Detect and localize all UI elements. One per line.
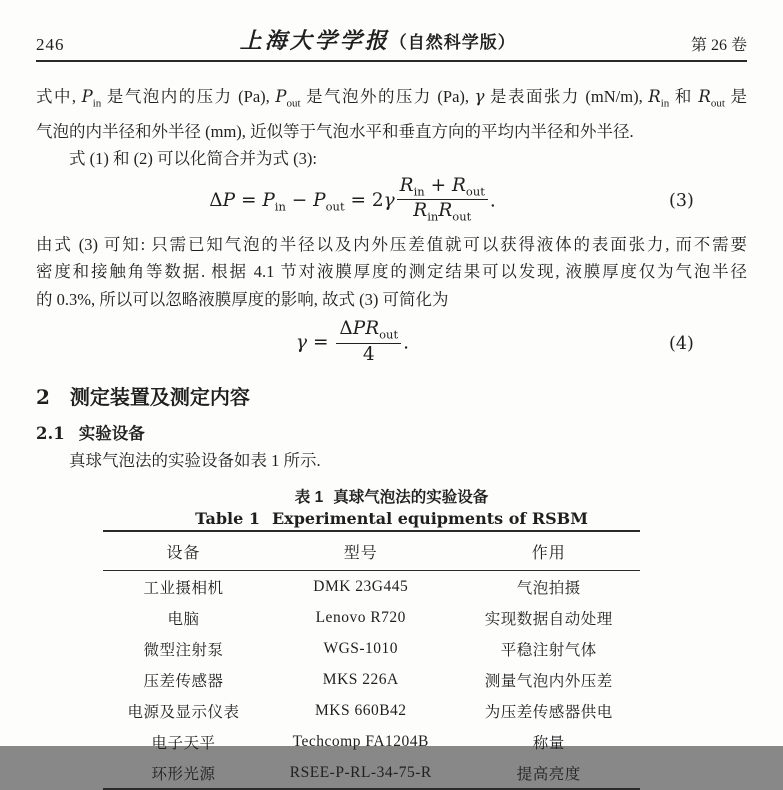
subsection-title: 实验设备 [78,424,145,443]
table-row [103,726,640,757]
section-2-1-text: 真球气泡法的实验设备如表 1 所示. [69,450,321,470]
cell-device: 微型注射泵 [143,641,224,659]
paragraph-symbols-definition [36,83,747,173]
equation-4-lhs: γ = [296,332,329,354]
cell-function: 气泡拍摄 [516,579,581,597]
equation-4 [36,317,747,369]
column-header-model: 型号 [264,531,457,571]
equation-3-body [36,174,669,228]
cell-device: 压差传感器 [143,672,224,690]
table-caption-zh-title: 真球气泡法的实验设备 [333,489,489,507]
cell-function: 平稳注射气体 [500,641,597,659]
fraction-denominator: $R_{in}R_{out}$ [397,199,488,224]
table-caption-en [36,508,747,530]
equation-4-period: . [403,333,409,355]
journal-edition: （自然科学版） [389,33,516,52]
table-row [103,664,640,695]
volume-label: 第 26 卷 [690,37,747,54]
cell-device: 电子天平 [151,734,216,752]
table-row [103,571,640,603]
table-caption-en-label: Table 1 [195,509,260,529]
table-row [103,757,640,789]
paragraph-line: 密度和接触角等数据. 根据 4.1 节对液膜厚度的测定结果可以发现, 液膜厚度仅为气泡半径 [36,262,747,282]
table-header-row [103,531,640,571]
equation-3-period: . [489,190,496,212]
paragraph-line: 式 (1) 和 (2) 可以化简合并为式 (3): [69,149,317,169]
equation-3-lhs: $\Delta P = P_{in} - P_{out} = 2\gamma$ [209,189,395,214]
section-2-1-heading [36,423,747,445]
table-row [103,602,640,633]
table-row [103,695,640,726]
page-number: 246 [36,35,65,54]
fraction-numerator: $\Delta PR_{out}$ [339,318,399,343]
equipment-table [103,530,640,790]
paragraph-line: 由式 (3) 可知: 只需已知气泡的半径以及内外压差值就可以获得液体的表面张力, 而不需要 [36,234,747,254]
fraction-denominator: 4 [336,343,401,366]
table-caption-en-title: Experimental equipments of RSBM [271,509,588,529]
equation-4-number: (4) [669,333,694,354]
cell-device: 工业摄相机 [143,579,224,597]
paragraph-line: 的 0.3%, 所以可以忽略液膜厚度的影响, 故式 (3) 可简化为 [36,289,449,309]
cell-model: Techcomp FA1204B [292,732,429,750]
cell-model: RSEE-P-RL-34-75-R [289,763,432,781]
equation-3 [36,174,747,228]
paragraph-line: 式中, $P_{in}$ 是气泡内的压力 (Pa), $P_{out}$ 是气泡外的压力 (Pa), γ 是表面张力 (mN/m), $R_{in}$ 和 $R_{out}$ 是 [36,87,747,110]
equation-3-fraction [397,176,488,224]
cell-model: Lenovo R720 [315,608,406,626]
column-header-function: 作用 [457,531,640,571]
equation-3-number: (3) [669,190,694,211]
cell-model: MKS 660B42 [314,701,407,719]
section-title: 测定装置及测定内容 [69,386,250,409]
paragraph-line: 气泡的内半径和外半径 (mm), 近似等于气泡水平和垂直方向的平均内半径和外半径. [36,121,634,141]
table-caption-zh [36,487,747,508]
equation-4-body [36,317,669,369]
page-content [36,0,747,790]
table-caption-zh-label: 表 1 [294,489,324,507]
cell-model: MKS 226A [322,670,399,688]
section-2-heading [36,384,747,411]
journal-title-script: 上海大学学报 [239,28,390,54]
cell-device: 电脑 [167,610,200,628]
cell-function: 称量 [532,734,565,752]
section-number: 2 [36,384,50,409]
journal-title [65,24,691,55]
cell-model: WGS-1010 [323,639,399,657]
table-row [103,633,640,664]
cell-function: 实现数据自动处理 [484,610,613,628]
cell-function: 提高亮度 [516,765,581,783]
equation-4-fraction [336,319,401,365]
cell-function: 测量气泡内外压差 [484,672,613,690]
cell-device: 电源及显示仪表 [127,703,240,721]
cell-model: DMK 23G445 [313,577,409,595]
cell-function: 为压差传感器供电 [484,703,613,721]
running-head [36,0,747,62]
fraction-numerator: $R_{in} + R_{out}$ [399,174,485,199]
cell-device: 环形光源 [151,765,216,783]
paragraph-film-thickness [36,231,747,314]
subsection-number: 2.1 [36,423,65,443]
column-header-device: 设备 [103,531,264,571]
